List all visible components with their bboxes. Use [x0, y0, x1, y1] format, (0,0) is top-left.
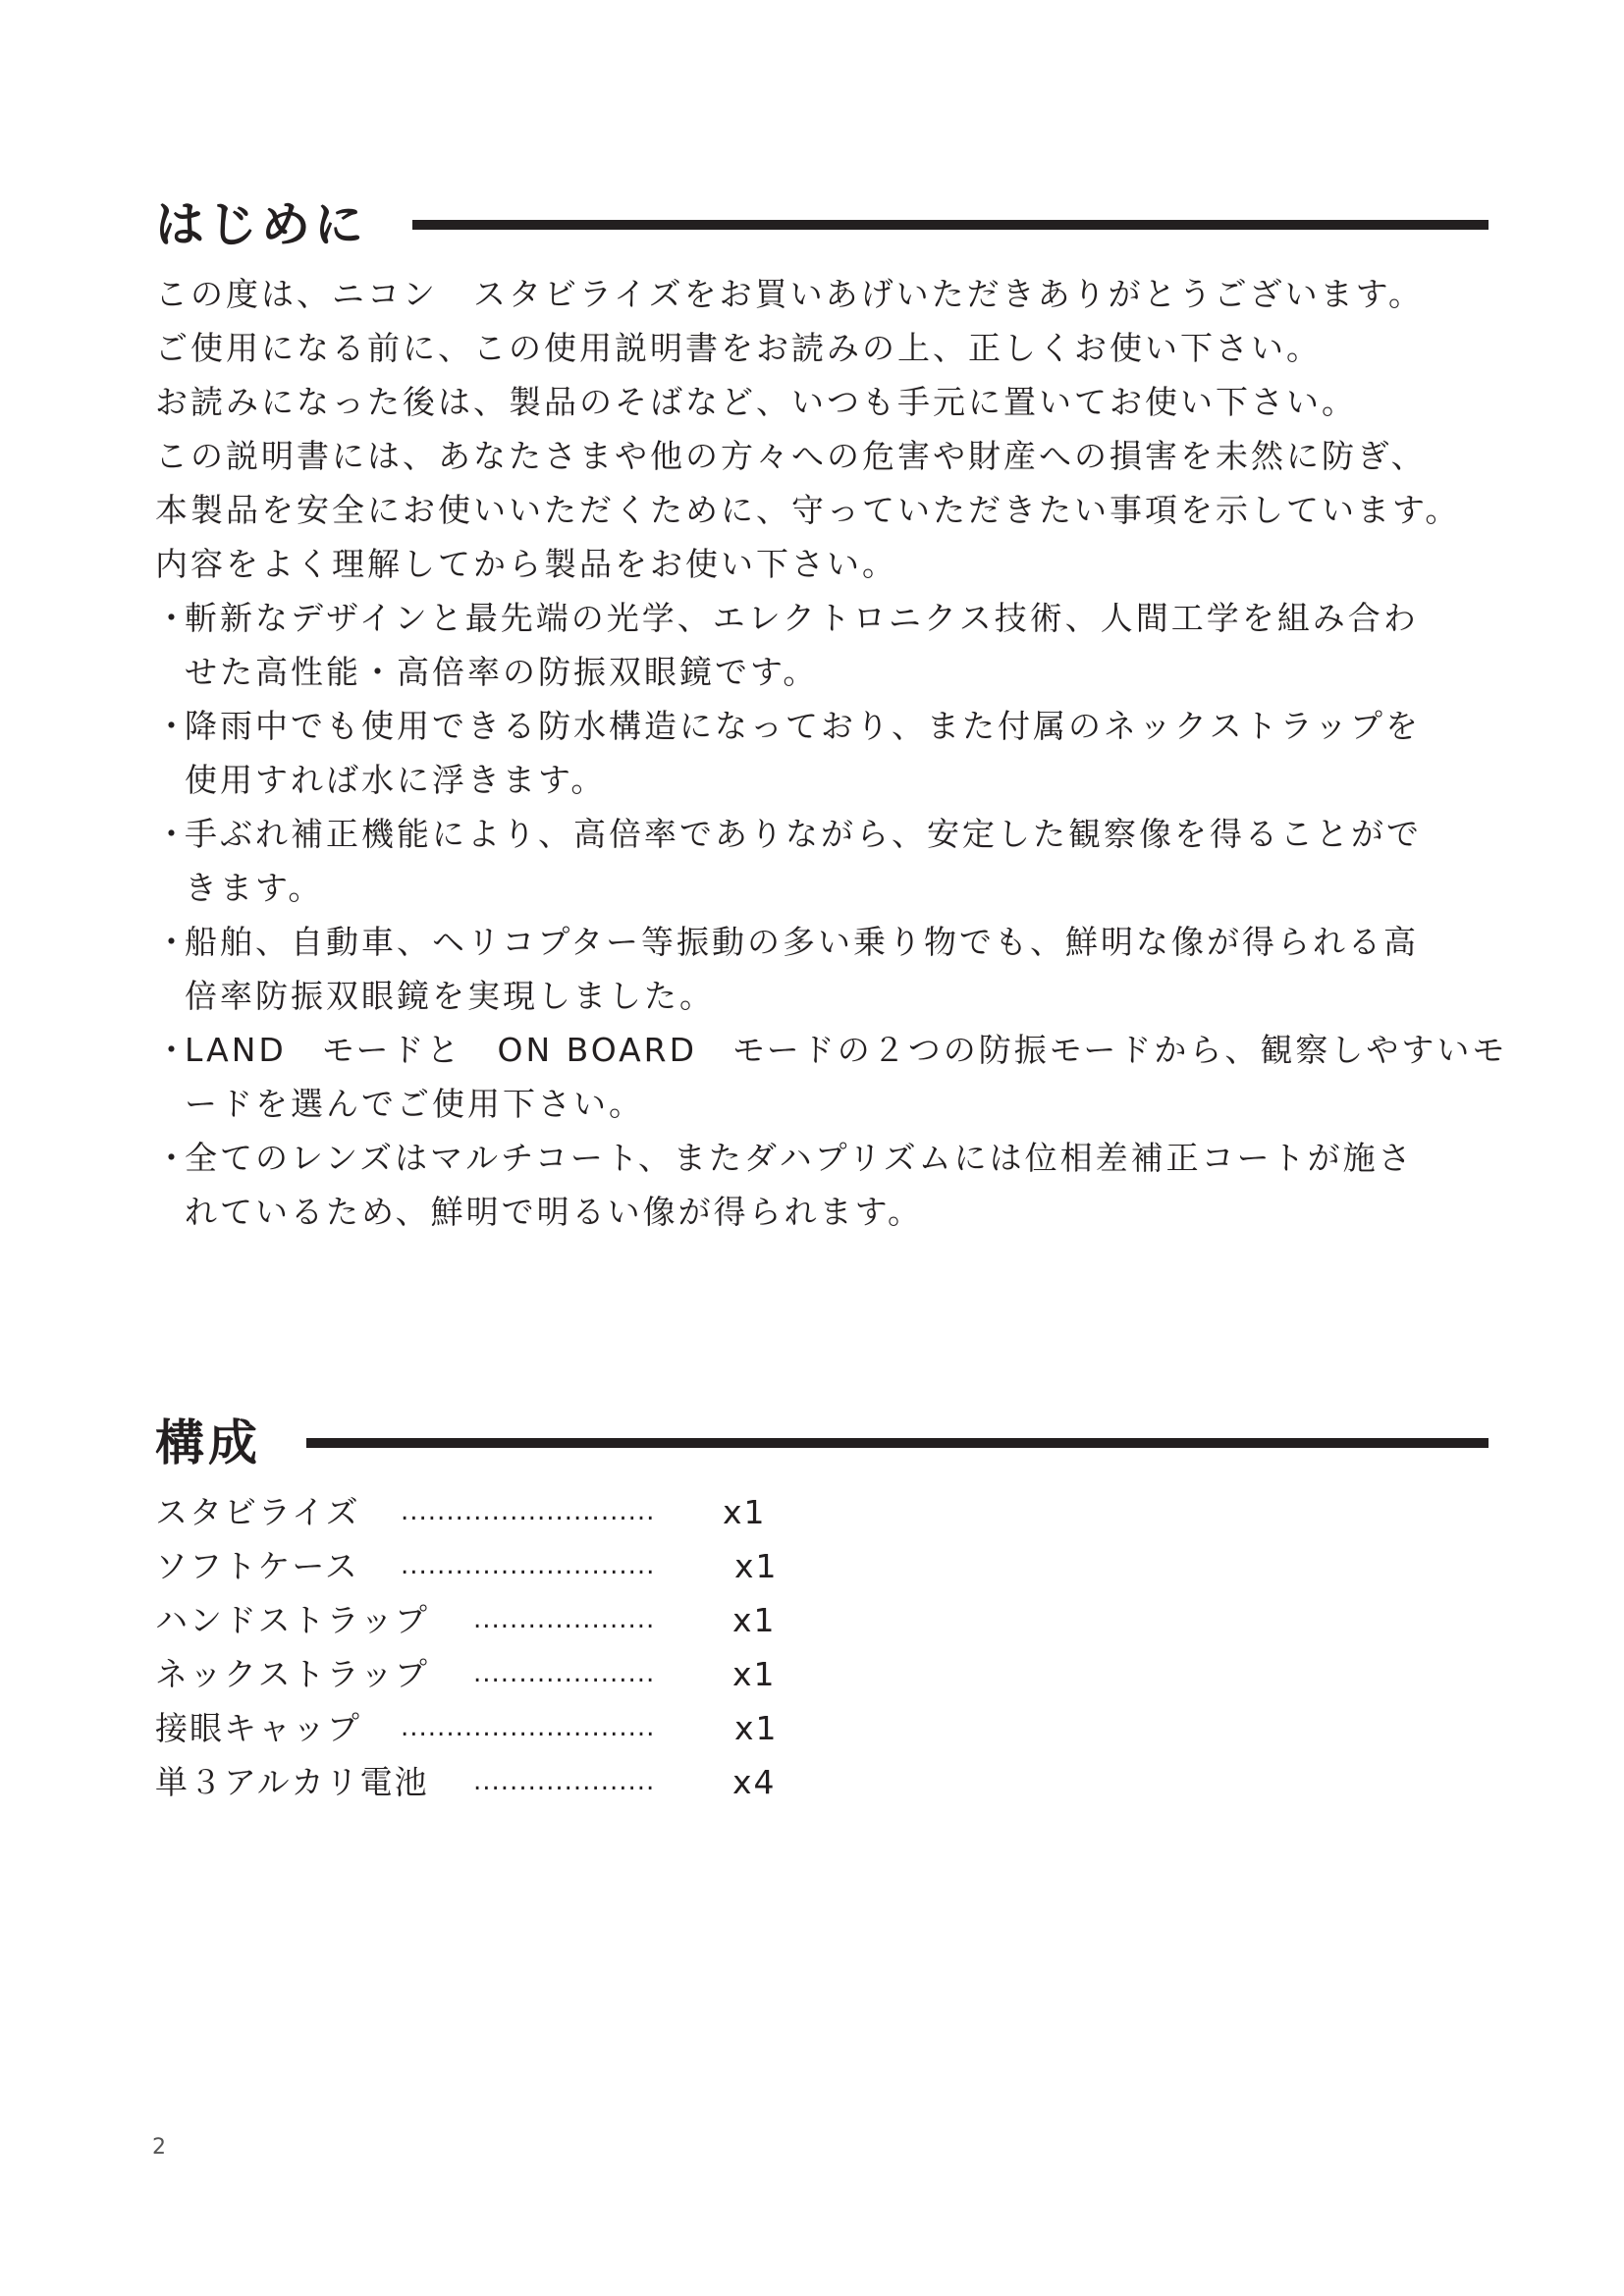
bullet-text-cont: 倍率防振双眼鏡を実現しました。	[185, 977, 715, 1015]
item-leader: ............................	[401, 1713, 656, 1742]
components-heading	[155, 1415, 261, 1471]
item-leader: ............................	[401, 1497, 656, 1526]
page-number: 2	[152, 2135, 166, 2160]
item-name: ソフトケース	[155, 1547, 359, 1585]
feature-bullet	[155, 591, 1507, 699]
item-qty: x1	[732, 1655, 777, 1693]
bullet-text-cont: ードを選んでご使用下さい。	[185, 1085, 644, 1123]
item-qty: x1	[734, 1709, 779, 1747]
bullet-marker: ・	[155, 1139, 190, 1177]
intro-heading-rule	[412, 220, 1489, 230]
bullet-text: 全てのレンズはマルチコート、またダハプリズムには位相差補正コートが施さ	[185, 1139, 1414, 1177]
bullet-text-cont: れているため、鮮明で明るい像が得られます。	[185, 1193, 924, 1231]
item-leader: ....................	[473, 1659, 656, 1688]
intro-line: 本製品を安全にお使いいただくために、守っていただきたい事項を示しています。	[155, 491, 1461, 529]
intro-body	[155, 267, 1507, 1239]
bullet-marker: ・	[155, 815, 190, 853]
feature-bullet	[155, 1131, 1507, 1239]
components-heading-rule	[306, 1438, 1489, 1448]
item-leader: ....................	[473, 1605, 656, 1634]
bullet-text-cont: せた高性能・高倍率の防振双眼鏡です。	[185, 653, 819, 691]
item-qty: x1	[732, 1601, 777, 1639]
item-qty: x4	[732, 1763, 777, 1801]
item-name: 接眼キャップ	[155, 1709, 361, 1747]
item-name: スタビライズ	[155, 1493, 360, 1531]
intro-line: この説明書には、あなたさまや他の方々への危害や財産への損害を未然に防ぎ、	[155, 437, 1427, 475]
item-leader: ............................	[401, 1551, 656, 1580]
components-title: 構成	[155, 1415, 261, 1471]
bullet-text: 船舶、自動車、ヘリコプター等振動の多い乗り物でも、鮮明な像が得られる高	[185, 923, 1420, 961]
item-name: 単３アルカリ電池	[155, 1763, 429, 1801]
intro-line: この度は、ニコン スタビライズをお買いあげいただきありがとうございます。	[155, 275, 1425, 313]
bullet-text: LAND モードと ON BOARD モードの２つの防振モードから、観察しやすいモ	[185, 1031, 1508, 1069]
feature-bullet	[155, 699, 1507, 807]
item-name: ネックストラップ	[155, 1655, 430, 1693]
feature-bullet	[155, 807, 1507, 915]
bullet-marker: ・	[155, 923, 190, 961]
bullet-text: 降雨中でも使用できる防水構造になっており、また付属のネックストラップを	[185, 707, 1422, 745]
bullet-marker: ・	[155, 1031, 190, 1069]
bullet-text: 手ぶれ補正機能により、高倍率でありながら、安定した観察像を得ることがで	[185, 815, 1422, 853]
item-qty: x1	[723, 1493, 767, 1531]
bullet-text-cont: きます。	[185, 869, 324, 907]
intro-line: お読みになった後は、製品のそばなど、いつも手元に置いてお使い下さい。	[155, 383, 1357, 421]
feature-bullet	[155, 1023, 1507, 1131]
item-name: ハンドストラップ	[155, 1601, 430, 1639]
bullet-marker: ・	[155, 707, 190, 745]
item-qty: x1	[734, 1547, 779, 1585]
intro-heading	[155, 196, 367, 253]
intro-line: 内容をよく理解してから製品をお使い下さい。	[155, 545, 897, 583]
item-leader: ....................	[473, 1767, 656, 1796]
bullet-text: 斬新なデザインと最先端の光学、エレクトロニクス技術、人間工学を組み合わ	[185, 599, 1419, 637]
bullet-text-cont: 使用すれば水に浮きます。	[185, 761, 607, 799]
bullet-marker: ・	[155, 599, 190, 637]
feature-bullet	[155, 915, 1507, 1023]
intro-title: はじめに	[155, 196, 367, 253]
intro-line: ご使用になる前に、この使用説明書をお読みの上、正しくお使い下さい。	[155, 329, 1322, 367]
